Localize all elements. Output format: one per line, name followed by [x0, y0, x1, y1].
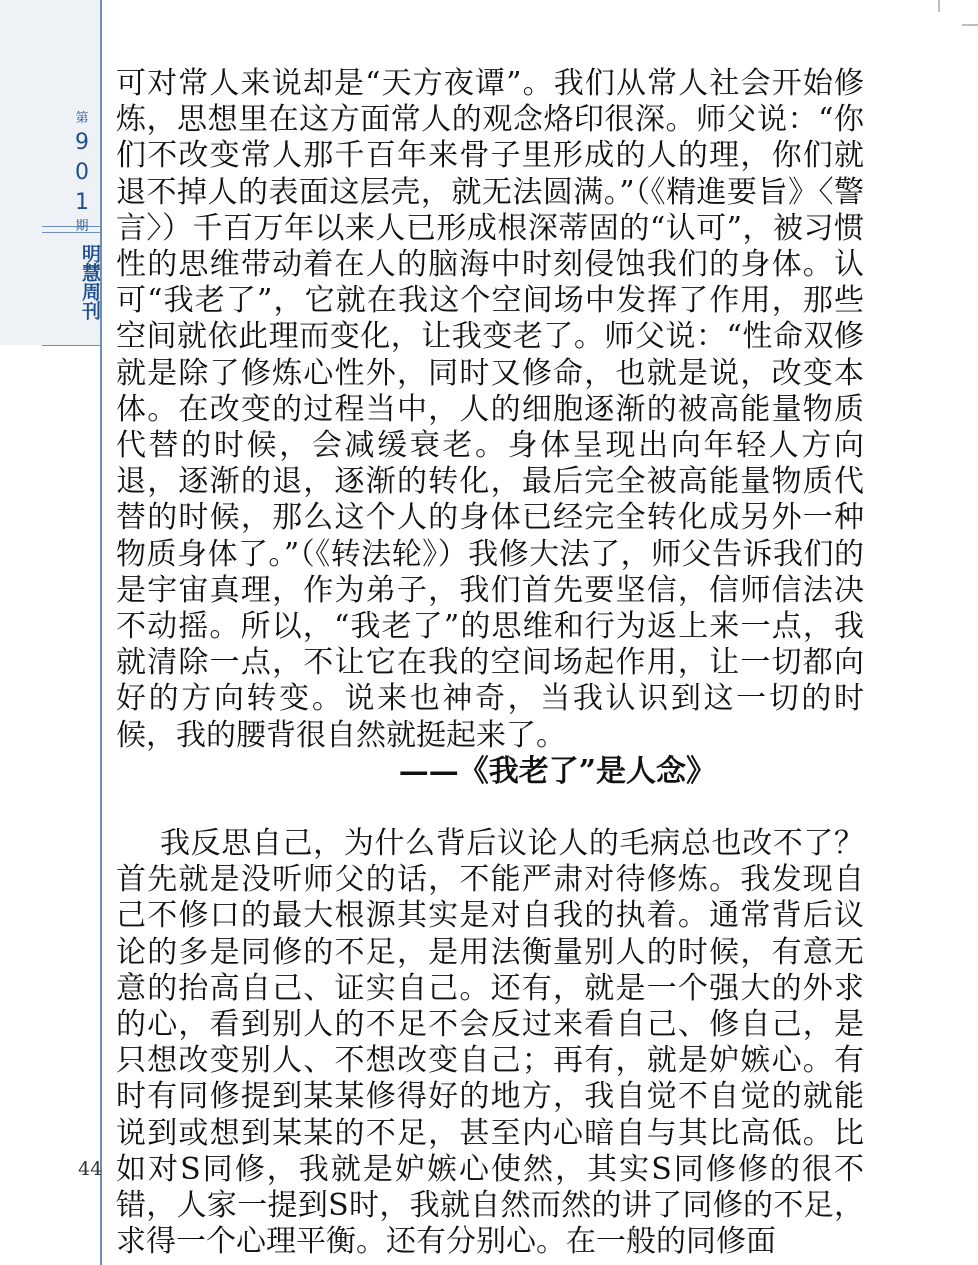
- issue-prefix: 第: [75, 111, 89, 126]
- article-signature: ——《我老了”是人念》: [398, 753, 716, 789]
- issue-number: [60, 110, 104, 236]
- issue-digit: 1: [75, 190, 89, 215]
- issue-digit: 9: [75, 130, 89, 155]
- article-paragraph: 可对常人来说却是“天方夜谭”。我们从常人社会开始修炼，思想里在这方面常人的观念烙印很深。师父说：“你们不改变常人那千百年来骨子里形成的人的理，你们就退不掉人的表面这层壳，就无法圆满。”（《精進要旨》〈警言〉）千百万年以来人已形成根深蒂固的“认可”，被习惯性的思维带动着在人的脑海中时刻侵蚀我们的身体。认可“我老了”，它就在我这个空间场中发挥了作用，那些空间就依此理而变化，让我变老了。师父说：“性命双修就是除了修炼心性外，同时又修命，也就是说，改变本体。在改变的过程当中，人的细胞逐渐的被高能量物质代替的时候，会减缓衰老。身体呈现出向年轻人方向退，逐渐的退，逐渐的转化，最后完全被高能量物质代替的时候，那么这个人的身体已经完全转化成另外一种物质身体了。”（《转法轮》）我修大法了，师父告诉我们的是宇宙真理，作为弟子，我们首先要坚信，信师信法决不动摇。所以，“我老了”的思维和行为返上来一点，我就清除一点，不让它在我的空间场起作用，让一切都向好的方向转变。说来也神奇，当我认识到这一切的时候，我的腰背很自然就挺起来了。: [116, 66, 864, 753]
- article-paragraph: 我反思自己，为什么背后议论人的毛病总也改不了？首先就是没听师父的话，不能严肃对待修炼。我发现自己不修口的最大根源其实是对自我的执着。通常背后议论的多是同修的不足，是用法衡量别人的时候，有意无意的抬高自己、证实自己。还有，就是一个强大的外求的心，看到别人的不足不会反过来看自己、修自己，是只想改变别人、不想改变自己；再有，就是妒嫉心。有时有同修提到某某修得好的地方，我自觉不自觉的就能说到或想到某某的不足，甚至内心暗自与其比高低。比如对S同修，我就是妒嫉心使然，其实S同修修的很不错，人家一提到S时，我就自然而然的讲了同修的不足，求得一个心理平衡。还有分别心。在一般的同修面: [116, 826, 864, 1260]
- crop-mark: [938, 0, 940, 12]
- sidebar-divider-end: [42, 345, 100, 346]
- issue-suffix: 期: [75, 219, 89, 234]
- page-number: 44: [78, 1158, 103, 1180]
- magazine-title: 明慧周刊: [79, 244, 101, 320]
- article-body: [116, 66, 864, 1261]
- crop-mark: [962, 24, 978, 26]
- issue-digit: 0: [75, 160, 89, 185]
